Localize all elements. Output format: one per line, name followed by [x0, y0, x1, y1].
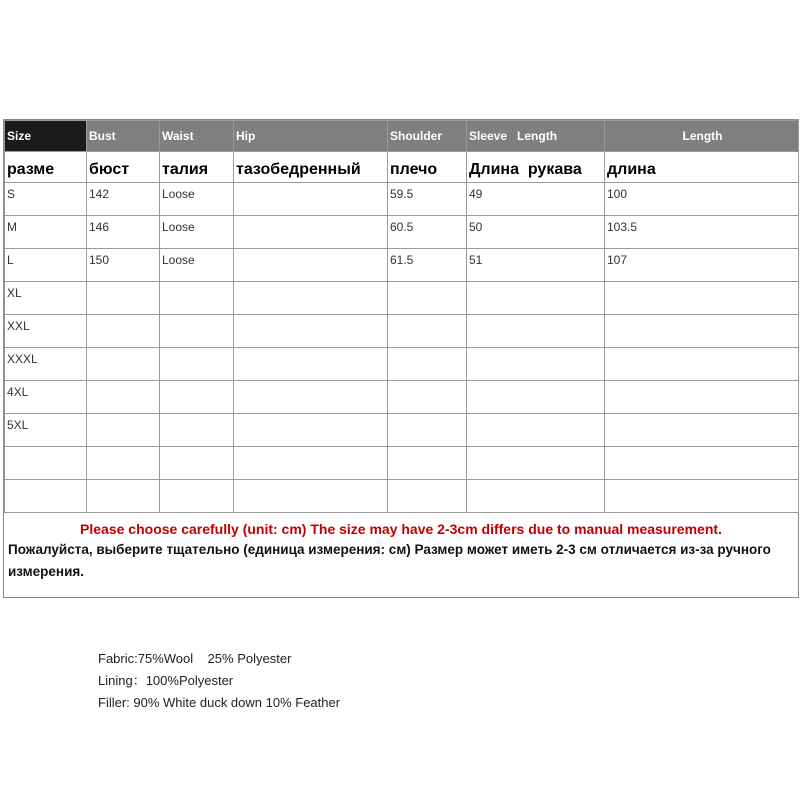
table-cell [605, 348, 799, 381]
table-cell [234, 249, 388, 282]
table-cell [388, 447, 467, 480]
table-cell [388, 282, 467, 315]
table-row [5, 315, 799, 348]
table-cell: 150 [87, 249, 160, 282]
measurement-notice [4, 513, 798, 597]
header-hip: Hip [234, 121, 388, 152]
notice-english: Please choose carefully (unit: cm) The size may have 2-3cm differs due to manual measurement. [80, 521, 722, 537]
size-table [4, 120, 799, 513]
table-cell: XL [5, 282, 87, 315]
table-cell [388, 348, 467, 381]
table-cell [87, 348, 160, 381]
header-length: Length [605, 121, 799, 152]
table-row [5, 216, 799, 249]
table-cell [467, 414, 605, 447]
table-row [5, 381, 799, 414]
header-row-russian [5, 152, 799, 183]
table-cell: M [5, 216, 87, 249]
table-cell [87, 480, 160, 513]
table-cell [388, 381, 467, 414]
table-cell: 49 [467, 183, 605, 216]
table-cell: 103.5 [605, 216, 799, 249]
table-cell [605, 414, 799, 447]
header-row-english [5, 121, 799, 152]
header-ru-hip: тазобедренный [234, 152, 388, 183]
table-cell [234, 414, 388, 447]
table-cell: Loose [160, 249, 234, 282]
table-cell: 146 [87, 216, 160, 249]
filler-line: Filler: 90% White duck down 10% Feather [98, 695, 341, 710]
table-row [5, 282, 799, 315]
table-cell [5, 447, 87, 480]
table-cell [234, 216, 388, 249]
fabric-info [98, 648, 340, 714]
table-cell [605, 381, 799, 414]
table-cell: 61.5 [388, 249, 467, 282]
table-cell: Loose [160, 183, 234, 216]
header-ru-length: длина [605, 152, 799, 183]
table-cell [467, 447, 605, 480]
table-cell [160, 381, 234, 414]
table-cell [234, 348, 388, 381]
table-row [5, 348, 799, 381]
table-cell [234, 315, 388, 348]
table-cell: 100 [605, 183, 799, 216]
table-cell [388, 315, 467, 348]
table-cell: S [5, 183, 87, 216]
table-cell [87, 381, 160, 414]
table-cell [605, 480, 799, 513]
table-cell: 4XL [5, 381, 87, 414]
size-chart [3, 119, 799, 598]
table-row [5, 414, 799, 447]
table-cell [467, 315, 605, 348]
lining-line: Lining：100%Polyester [98, 673, 234, 688]
header-ru-sleeve-length: Длина рукава [467, 152, 605, 183]
table-cell [87, 447, 160, 480]
table-cell [234, 381, 388, 414]
header-sleeve-length: Sleeve Length [467, 121, 605, 152]
fabric-line: Fabric:75%Wool 25% Polyester [98, 651, 292, 666]
table-cell [467, 348, 605, 381]
table-cell: 51 [467, 249, 605, 282]
table-cell: L [5, 249, 87, 282]
table-cell: Loose [160, 216, 234, 249]
table-cell [5, 480, 87, 513]
table-cell [234, 447, 388, 480]
table-cell: 60.5 [388, 216, 467, 249]
table-cell [388, 480, 467, 513]
header-ru-shoulder: плечо [388, 152, 467, 183]
table-cell [605, 282, 799, 315]
table-row [5, 249, 799, 282]
header-waist: Waist [160, 121, 234, 152]
table-cell: 5XL [5, 414, 87, 447]
table-row [5, 183, 799, 216]
table-row [5, 447, 799, 480]
table-cell [467, 381, 605, 414]
table-cell [160, 282, 234, 315]
table-cell [160, 447, 234, 480]
table-cell [160, 315, 234, 348]
table-row [5, 480, 799, 513]
table-cell: XXL [5, 315, 87, 348]
table-cell [160, 414, 234, 447]
table-cell [605, 447, 799, 480]
header-ru-bust: бюст [87, 152, 160, 183]
table-cell: 142 [87, 183, 160, 216]
table-cell: 50 [467, 216, 605, 249]
header-ru-waist: талия [160, 152, 234, 183]
header-bust: Bust [87, 121, 160, 152]
table-cell: 107 [605, 249, 799, 282]
table-cell [388, 414, 467, 447]
table-cell [87, 282, 160, 315]
table-cell [234, 282, 388, 315]
table-cell: 59.5 [388, 183, 467, 216]
header-ru-size: разме [5, 152, 87, 183]
notice-russian: Пожалуйста, выберите тщательно (единица измерения: см) Размер может иметь 2-3 см отличается из-за ручного измерения. [8, 542, 771, 579]
table-cell [160, 348, 234, 381]
table-cell [234, 183, 388, 216]
table-cell [87, 414, 160, 447]
table-cell: XXXL [5, 348, 87, 381]
table-cell [605, 315, 799, 348]
table-cell [160, 480, 234, 513]
header-size: Size [5, 121, 87, 152]
table-cell [467, 282, 605, 315]
table-cell [87, 315, 160, 348]
table-cell [234, 480, 388, 513]
table-cell [467, 480, 605, 513]
header-shoulder: Shoulder [388, 121, 467, 152]
